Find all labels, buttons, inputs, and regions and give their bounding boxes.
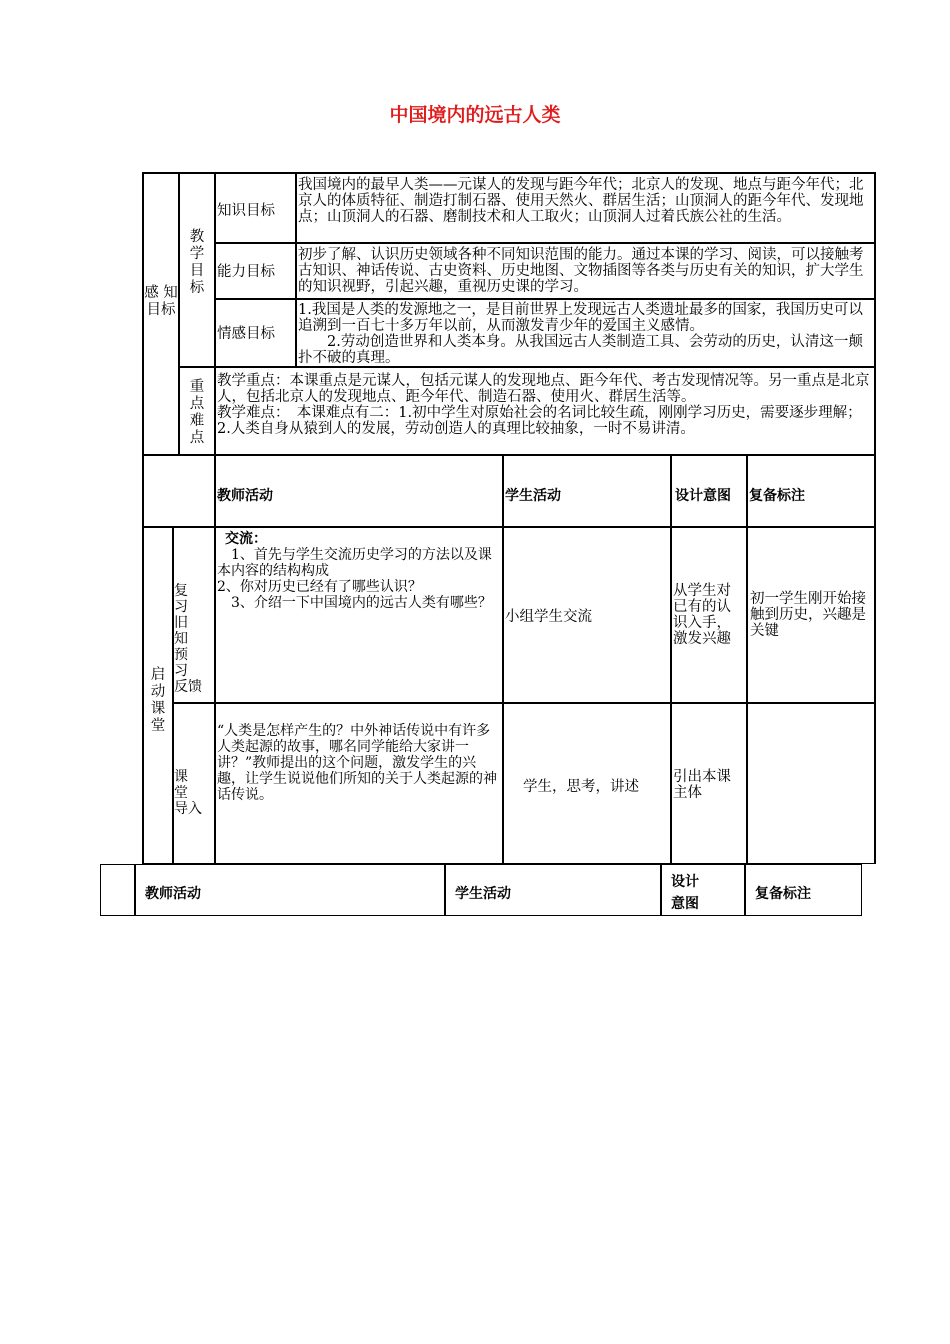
ability-goal-content: 初步了解、认识历史领域各种不同知识范围的能力。通过本课的学习、阅读，可以接触考古知识、神话传说、古史资料、历史地图、文物插图等各类与历史有关的知识，扩大学生的知识视野，引起兴趣，重视历史课的学习。 — [298, 247, 864, 295]
header-design-label: 设计意图 — [675, 488, 731, 504]
header-teacher-cell — [214, 454, 504, 528]
knowledge-goal-content: 我国境内的最早人类——元谋人的发现与距今年代；北京人的发现、地点与距今年代；北京人的体质特征、制造打制石器、使用天然火、群居生活；山顶洞人的距今年代、发现地点；山顶洞人的石器、磨制技术和人工取火；山顶洞人过着氏族公社的生活。 — [298, 177, 864, 225]
section-label-cell — [142, 526, 174, 864]
footer-student-cell — [444, 864, 662, 916]
row1-design-cell — [670, 526, 748, 704]
row2-student-cell — [502, 702, 672, 864]
header-blank-cell — [142, 454, 216, 528]
row2-notes-cell — [746, 702, 876, 864]
row2-student-content: 学生，思考，讲述 — [523, 779, 639, 795]
row1-student-content: 小组学生交流 — [505, 609, 592, 625]
emotion-goal-label-cell — [214, 298, 297, 368]
emotion-goal-content-cell — [295, 298, 876, 368]
footer-notes-cell — [744, 864, 862, 916]
ability-goal-label-cell — [214, 242, 297, 300]
row1-teacher-content: 1、首先与学生交流历史学习的方法以及课本内容的结构构成 2、你对历史已经有了哪些认识？ 3、介绍一下中国境内的远古人类有哪些？ — [217, 547, 492, 611]
teaching-goals-cell — [178, 172, 216, 368]
emotion-goal-content: 1.我国是人类的发源地之一，是目前世界上发现远古人类遗址最多的国家，我国历史可以追溯到一百七十多万年以前，从而激发青少年的爱国主义感情。 2.劳动创造世界和人类本身。从我国远古人类制造工具、会劳动的历史，认清这一颠扑不破的真理。 — [298, 302, 863, 366]
row1-design-content: 从学生对已有的认识入手，激发兴趣 — [673, 583, 731, 647]
header-notes-cell — [746, 454, 876, 528]
keypoints-label: 重 点 难 点 — [189, 379, 205, 446]
keypoints-label-cell — [178, 366, 216, 456]
row2-teacher-content: “人类是怎样产生的？中外神话传说中有许多人类起源的故事，哪名同学能给大家讲一讲？”教师提出的这个问题，激发学生的兴趣，让学生说说他们所知的关于人类起源的神话传说。 — [217, 723, 497, 803]
page-title: 中国境内的远古人类 — [389, 104, 561, 126]
row2-design-content: 引出本课主体 — [673, 769, 731, 801]
ability-goal-label: 能力目标 — [217, 264, 275, 280]
header-design-cell — [670, 454, 748, 528]
section-label: 启 动 课 堂 — [150, 667, 166, 734]
keypoints-content: 教学重点：本课重点是元谋人，包括元谋人的发现地点、距今年代、考古发现情况等。另一重点是北京人，包括北京人的发现地点、距今年代、制造石器、使用火、群居生活等。 教学难点： 本课难点有二：1.初中学生对原始社会的名词比较生疏，刚刚学习历史，需要逐步理解；2.人类自身从猿到人的发展，劳动创造人的真理比较抽象，一时不易讲清。 — [217, 373, 870, 437]
footer-notes-label: 复备标注 — [755, 886, 811, 902]
footer-student-label: 学生活动 — [455, 886, 511, 902]
footer-teacher-label: 教师活动 — [145, 886, 201, 902]
row2-label: 课 堂 导入 — [174, 769, 202, 817]
row1-notes-content: 初一学生刚开始接触到历史，兴趣是关键 — [750, 591, 866, 639]
header-notes-label: 复备标注 — [749, 488, 805, 504]
knowledge-goal-label: 知识目标 — [217, 203, 275, 219]
knowledge-goal-content-cell — [295, 172, 876, 244]
goals-group-cell — [142, 172, 180, 456]
row2-design-cell — [670, 702, 748, 864]
footer-design-cell — [660, 864, 746, 916]
header-student-label: 学生活动 — [505, 488, 561, 504]
row1-label: 复 习 旧 知 预 习 反馈 — [174, 583, 202, 695]
goals-group-label: 感 知 目标 — [144, 285, 178, 318]
keypoints-content-cell — [214, 366, 876, 456]
teaching-goals-label: 教 学 目 标 — [189, 229, 205, 296]
knowledge-goal-label-cell — [214, 172, 297, 244]
row1-teacher-cell — [214, 526, 504, 704]
row1-label-cell — [172, 526, 216, 704]
row2-label-cell — [172, 702, 216, 864]
row1-teacher-heading: 交流： — [225, 531, 267, 547]
footer-teacher-cell — [134, 864, 446, 916]
row2-teacher-cell — [214, 702, 504, 864]
footer-blank-cell — [100, 864, 136, 916]
emotion-goal-label: 情感目标 — [217, 326, 275, 342]
row1-notes-cell — [746, 526, 876, 704]
header-teacher-label: 教师活动 — [217, 488, 273, 504]
header-student-cell — [502, 454, 672, 528]
ability-goal-content-cell — [295, 242, 876, 300]
footer-design-label: 设计 意图 — [671, 874, 699, 912]
row1-student-cell — [502, 526, 672, 704]
